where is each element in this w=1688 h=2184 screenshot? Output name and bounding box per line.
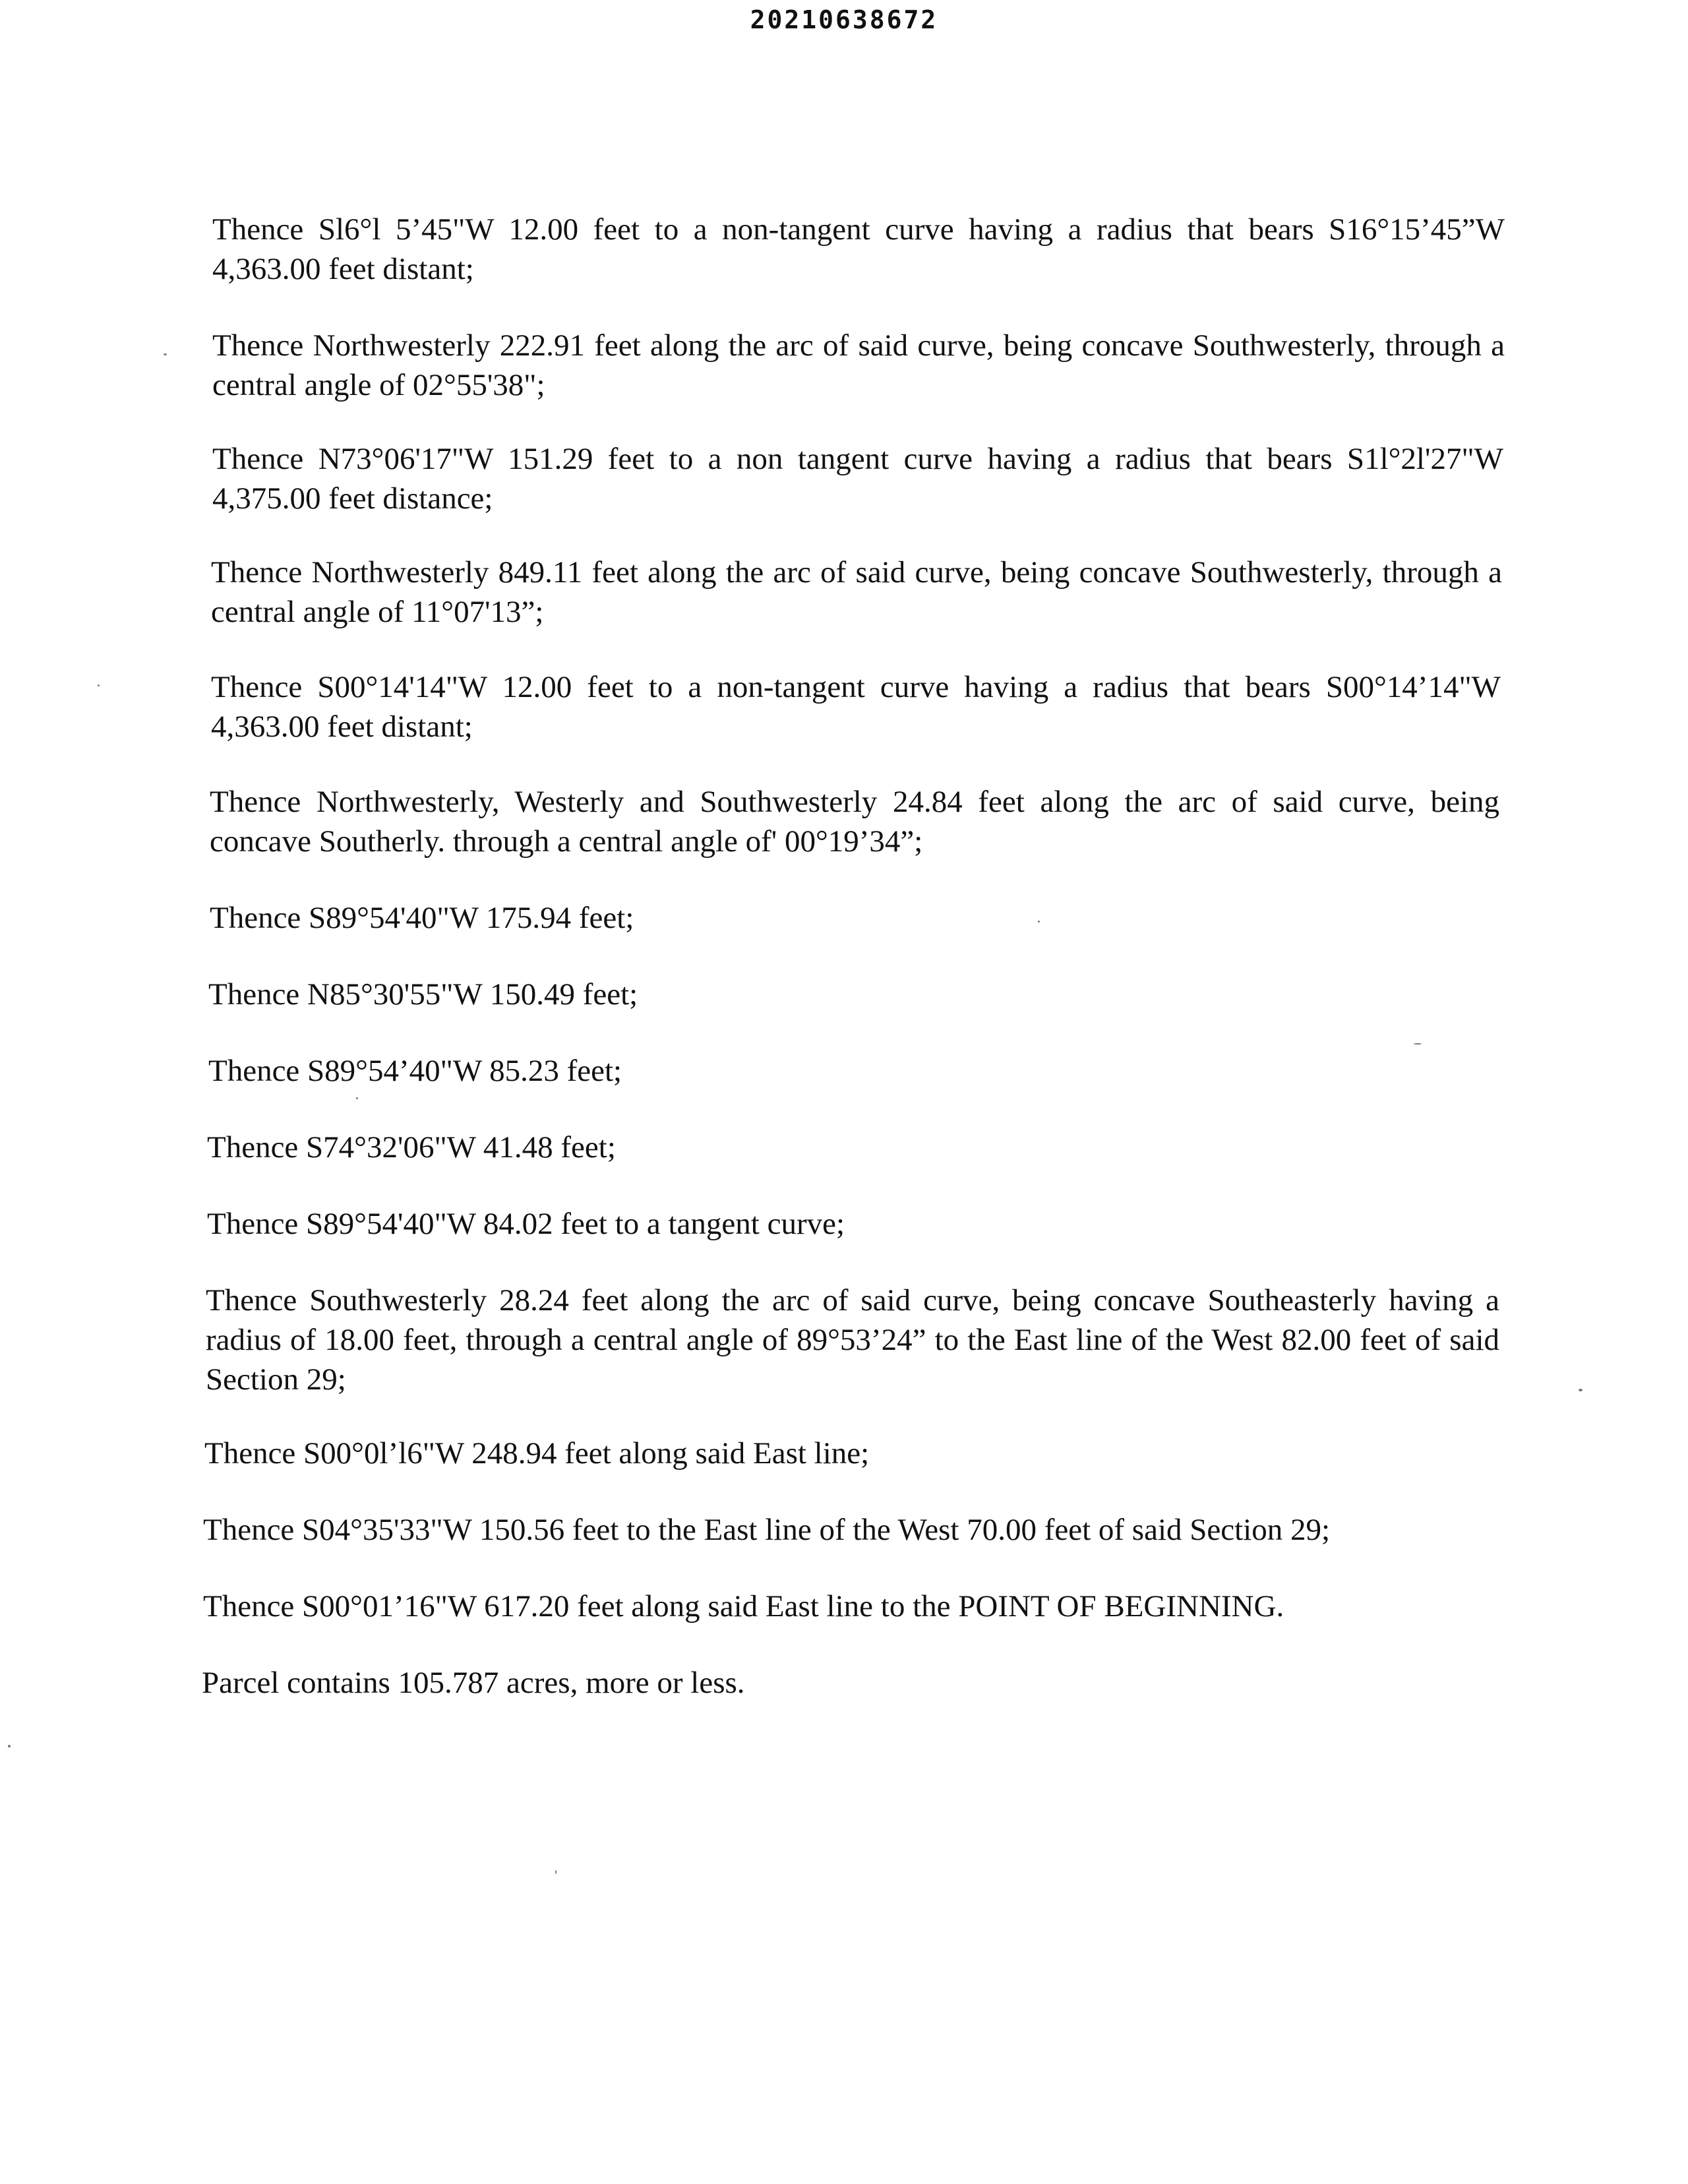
course-paragraph: Thence S89°54’40"W 85.23 feet; bbox=[208, 1054, 622, 1088]
scan-speck bbox=[8, 1745, 11, 1747]
course-paragraph: Thence N85°30'55"W 150.49 feet; bbox=[208, 977, 638, 1012]
parcel-area-statement: Parcel contains 105.787 acres, more or less. bbox=[202, 1666, 745, 1700]
scan-speck bbox=[356, 1097, 358, 1099]
course-paragraph: Thence S00°0l’l6"W 248.94 feet along said East line; bbox=[204, 1436, 870, 1471]
course-paragraph: Thence S04°35'33"W 150.56 feet to the East line of the West 70.00 feet of said Section 29; bbox=[203, 1513, 1331, 1547]
course-paragraph: Thence Northwesterly 222.91 feet along the arc of said curve, being concave Southwesterly, through a central angle of 02°55'38"; bbox=[212, 328, 1505, 402]
document-number: 20210638672 bbox=[750, 5, 938, 34]
course-paragraph: Thence S00°01’16"W 617.20 feet along said East line to the POINT OF BEGINNING. bbox=[203, 1589, 1284, 1623]
scan-speck bbox=[1579, 1389, 1582, 1391]
scan-speck bbox=[98, 684, 100, 686]
scan-speck bbox=[164, 353, 167, 355]
scan-speck bbox=[1038, 921, 1040, 923]
course-paragraph: Thence S89°54'40"W 84.02 feet to a tangent curve; bbox=[207, 1207, 845, 1241]
course-paragraph: Thence N73°06'17"W 151.29 feet to a non tangent curve having a radius that bears S1l°2l'27"W 4,375.00 feet distance; bbox=[212, 442, 1503, 516]
course-paragraph: Thence Northwesterly 849.11 feet along the arc of said curve, being concave Southwesterly, through a central angle of 11°07'13”; bbox=[211, 555, 1502, 629]
course-paragraph: Thence S89°54'40"W 175.94 feet; bbox=[210, 901, 634, 935]
scan-speck bbox=[555, 1870, 557, 1874]
course-paragraph: Thence Northwesterly, Westerly and Southwesterly 24.84 feet along the arc of said curve, being concave Southerly. through a central angle of' 00°19’34”; bbox=[210, 785, 1499, 859]
course-paragraph: Thence S74°32'06"W 41.48 feet; bbox=[207, 1130, 616, 1165]
course-paragraph: Thence Southwesterly 28.24 feet along the arc of said curve, being concave Southeasterly having a radius of 18.00 feet, through a central angle of 89°53’24” to the East line of the West 82.00 feet of said Section 29; bbox=[206, 1283, 1499, 1397]
scan-speck bbox=[1414, 1043, 1422, 1045]
course-paragraph: Thence S00°14'14"W 12.00 feet to a non-tangent curve having a radius that bears S00°14’14"W 4,363.00 feet distant; bbox=[211, 670, 1501, 744]
course-paragraph: Thence Sl6°l 5’45"W 12.00 feet to a non-tangent curve having a radius that bears S16°15’45”W 4,363.00 feet distant; bbox=[212, 212, 1505, 286]
